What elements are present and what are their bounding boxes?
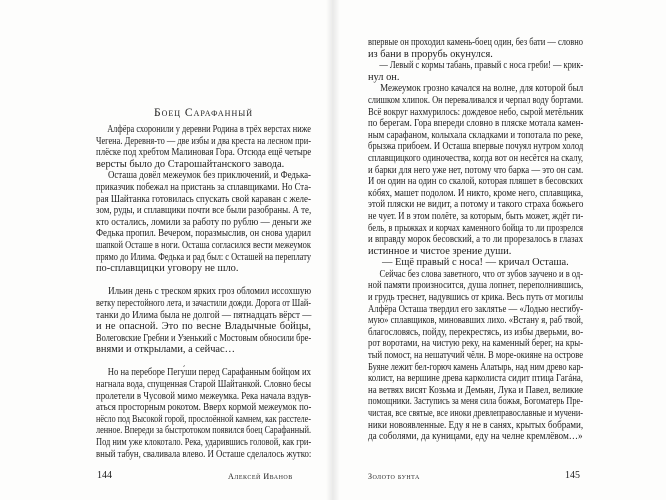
text-line: версты было до Старошайтанского завода. [96,158,285,170]
left-page-text [96,124,311,460]
text-line [96,356,311,368]
text-line: Волеговские Гребни и Узенький с Мостовым обносили бре- [96,332,312,344]
text-line: мую» сплавщиков, миновавших лихо. «Встану я, раб твой, [368,315,583,327]
text-line: и грудь треснет, надувшись от крика. Весь путь от могилы [368,292,584,304]
text-line: Ильин день с треском ярких гроз обломил иссохшую [108,286,312,298]
text-line: вный табун, сваливала влево. И Осташе сделалось жутко: [96,448,312,460]
text-line: Но на переборе Пегу́ши перед Сарафанным бойцом их [107,367,311,379]
text-line: помощники. Заступись за меня сила божья, Богоматерь Пре- [368,396,583,408]
text-line: по-сплавщицки уговору не шло. [96,263,239,275]
text-line: Алфёра схоронили у деревни Родина в трёх верстах ниже [107,124,311,135]
text-line: Сейчас без слова заветного, что от зубов заучено и в од- [379,268,584,280]
text-line: внями и открылами, а сейчас… [96,344,236,356]
text-line: аться просторным рокотом. Вверх кормой межеумок по- [96,402,312,414]
text-line: Буяне лежит бел-горюч камень Алатырь, над ним древо кар- [368,361,584,373]
chapter-title: Боец Сарафанный [154,107,253,119]
text-line: кто остались, ломили за работу по рублю — деньги же [96,216,312,228]
text-line: впервые он проходил камень-боец один, без бати — словно [368,37,583,48]
text-line: рая Шайтанка готовилась спускать свой караван с желе- [96,193,311,205]
running-header-book-title: Золото бунта [368,472,420,481]
running-header-author: Алексей Иванов [228,472,293,481]
text-line: по берегам. Гора впереди словно в пляске мотала камен- [368,118,584,130]
text-line: да соболями, да куницами, еду на челне кремлёвом…» [368,431,583,443]
text-line: рот воротами, на чистую реку, на каменный берег, на кры- [368,338,583,350]
text-line: Алфёра Осташа твердил его заклятье — «Лодью несгибу- [368,303,584,315]
text-line: Чегена. Деревня-то — две избы и два креста на лесном при- [96,135,311,147]
text-line: Федька пропил. Вечером, поразмыслив, он снова ударил [96,228,311,240]
text-line: колист, на вершине древа карколиста сидит птица Гагáна, [368,373,583,385]
text-line: нул он. [368,71,400,83]
text-line: чистая, все святые, все иноки древлеправославные и мучени- [368,408,583,419]
text-line: Осташа довёл межеумок без приключений, и Федька- [107,170,311,182]
right-page [333,0,666,500]
text-line [96,275,311,287]
text-line: и не опасной. Это по весне Владычные бойцы, [96,321,311,333]
page-number-left: 144 [97,470,112,481]
text-line: ветку перестойного лета, и зачастили дожди. Дорога от Шай- [96,297,311,309]
text-line: Всё вокруг нахмурилось: дождевое небо, сырой метёльник [368,106,584,118]
text-line: на ветвях висят Козьма и Демьян, Лука и Павел, великие [368,384,583,396]
text-line: зом, руды, и сплавщики почти все были разобраны. А те, [96,205,312,217]
text-line: нагнала вода, спущенная Старой Шайтанкой. Словно бесы [96,379,311,391]
text-line: — Ещё правый с носа! — кричал Осташа. [382,257,569,269]
text-line: Под ним уже клокотало. Река, ударившись головой, как гри- [96,437,312,449]
text-line: и вправду морок бесовский, а то ли прорезалось в глазах [368,234,583,246]
text-line: И он один на один со скалой, которая пляшет в бесовских [368,176,584,188]
text-line: ной памяти произносится, душа лопнет, переполнившись, [368,280,584,292]
right-page-text [368,37,583,443]
text-line: танки до Илима была не долгой — пятнадцать вёрст — [96,309,312,321]
text-line: ники новоявленные. Еду я не в санях, крытых бобрами, [368,419,584,431]
text-line: тый помост, на нешатучий чёлн. В море-окияне на острове [368,350,583,362]
text-line: пролетели в Чусовой мимо межеумка. Река начала вздув- [96,390,312,402]
text-line: слишком хлипок. Он переваливался и черпал воду бортами. [368,94,584,106]
text-line: и барки для него уже нет, потому что барка — это он сам. [368,164,584,176]
text-line: благословясь, пойду, перекрестясь, из избы дверьми, во- [368,326,584,338]
text-line: — Левый с кормы табань, правый с носа греби! — крик- [379,60,584,72]
text-line: ным сарафаном, колыхала складками и топотала по реке, [368,129,583,141]
text-line: кóбях, машет подолом. И никто, кроме него, сплавщика, [368,187,584,199]
text-line: бель, в прыжках и корчах каменного бойца то ли прозрелся [368,222,583,234]
page-number-right: 145 [565,470,580,481]
text-line: шапкой Осташе в ноги. Осташа согласился вести межеумок [96,239,311,251]
text-line: Межеумок грозно качался на волне, для которой был [380,83,584,95]
text-line: приказчик побежал на пристань за сплавщиками. Но Ста- [96,181,311,193]
text-line: не чует. И в этом полёте, за которым, быть может, ждёт ги- [368,210,584,222]
text-line: плёске под хребтом Малиновая Гора. Отсюда ещё четыре [96,147,312,159]
text-line: из бани в прорубь окунулся. [368,48,493,60]
text-line: брызжа прибоем. И Осташа впервые почуял нутром холод [368,141,584,153]
text-line: нёсло под Высокой горой, прослоённой камнем, как расстеле- [96,413,311,425]
text-line: ленное. Впереди за быстротоком появился боец Сарафанный. [96,425,311,437]
text-line: прямо до Илима. Федька и рад был: с Осташей на переплату [96,251,311,263]
text-line: истинное и чистое зрение души. [368,245,512,257]
text-line: сплавщицкого одиночества, когда вот он несётся на скалу, [368,152,584,164]
text-line: этой пляски не видит, а потому и такого страха божьего [368,199,584,211]
